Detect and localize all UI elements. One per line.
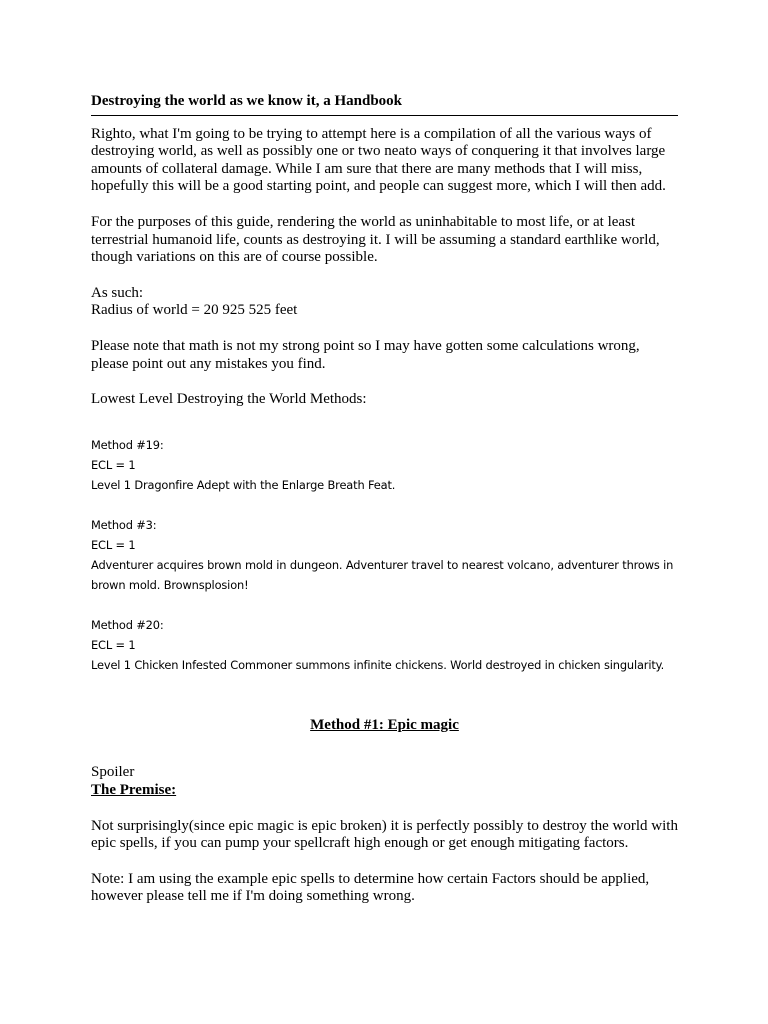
method-ecl: ECL = 1 [91, 537, 136, 552]
section-heading: Method #1: Epic magic [310, 716, 459, 733]
intro-paragraph-1: Righto, what I'm going to be trying to attempt here is a compilation of all the various ways of destroying world, as well as possibly one or two neato ways of conquering it that involves large amounts of collateral damage. While I am sure that there are many methods that I will miss, hopefully this will be a good starting point, and people can suggest more, which I will then add. [91, 125, 666, 195]
as-such-label: As such: [91, 284, 144, 301]
method-block [91, 615, 678, 675]
spoiler-label[interactable]: Spoiler [91, 764, 135, 781]
method-description: Level 1 Dragonfire Adept with the Enlarge Breath Feat. [91, 477, 396, 492]
premise-heading: The Premise: [91, 781, 177, 798]
intro-paragraph-2: For the purposes of this guide, rendering the world as uninhabitable to most life, or at least terrestrial humanoid life, counts as destroying it. I will be assuming a standard earthlike world, though variations on this are of course possible. [91, 213, 660, 266]
method-ecl: ECL = 1 [91, 637, 136, 652]
method-block [91, 435, 678, 495]
lowest-level-heading: Lowest Level Destroying the World Methods: [91, 391, 367, 408]
method-label: Method #3: [91, 517, 157, 532]
math-note: Please note that math is not my strong point so I may have gotten some calculations wrong, please point out any mistakes you find. [91, 337, 640, 372]
document-title: Destroying the world as we know it, a Handbook [91, 93, 403, 109]
method-description: Level 1 Chicken Infested Commoner summons infinite chickens. World destroyed in chicken singularity. [91, 657, 665, 672]
premise-paragraph: Not surprisingly(since epic magic is epic broken) it is perfectly possibly to destroy the world with epic spells, if you can pump your spellcraft high enough or get enough mitigating factors. [91, 817, 678, 852]
method-description: Adventurer acquires brown mold in dungeon. Adventurer travel to nearest volcano, adventurer throws in brown mold. Brownsplosion! [91, 557, 674, 592]
note-paragraph: Note: I am using the example epic spells to determine how certain Factors should be applied, however please tell me if I'm doing something wrong. [91, 870, 650, 905]
radius-line: Radius of world = 20 925 525 feet [91, 302, 298, 319]
method-ecl: ECL = 1 [91, 457, 136, 472]
method-label: Method #19: [91, 437, 164, 452]
method-block [91, 515, 678, 595]
document-page [91, 93, 678, 906]
method-label: Method #20: [91, 617, 164, 632]
